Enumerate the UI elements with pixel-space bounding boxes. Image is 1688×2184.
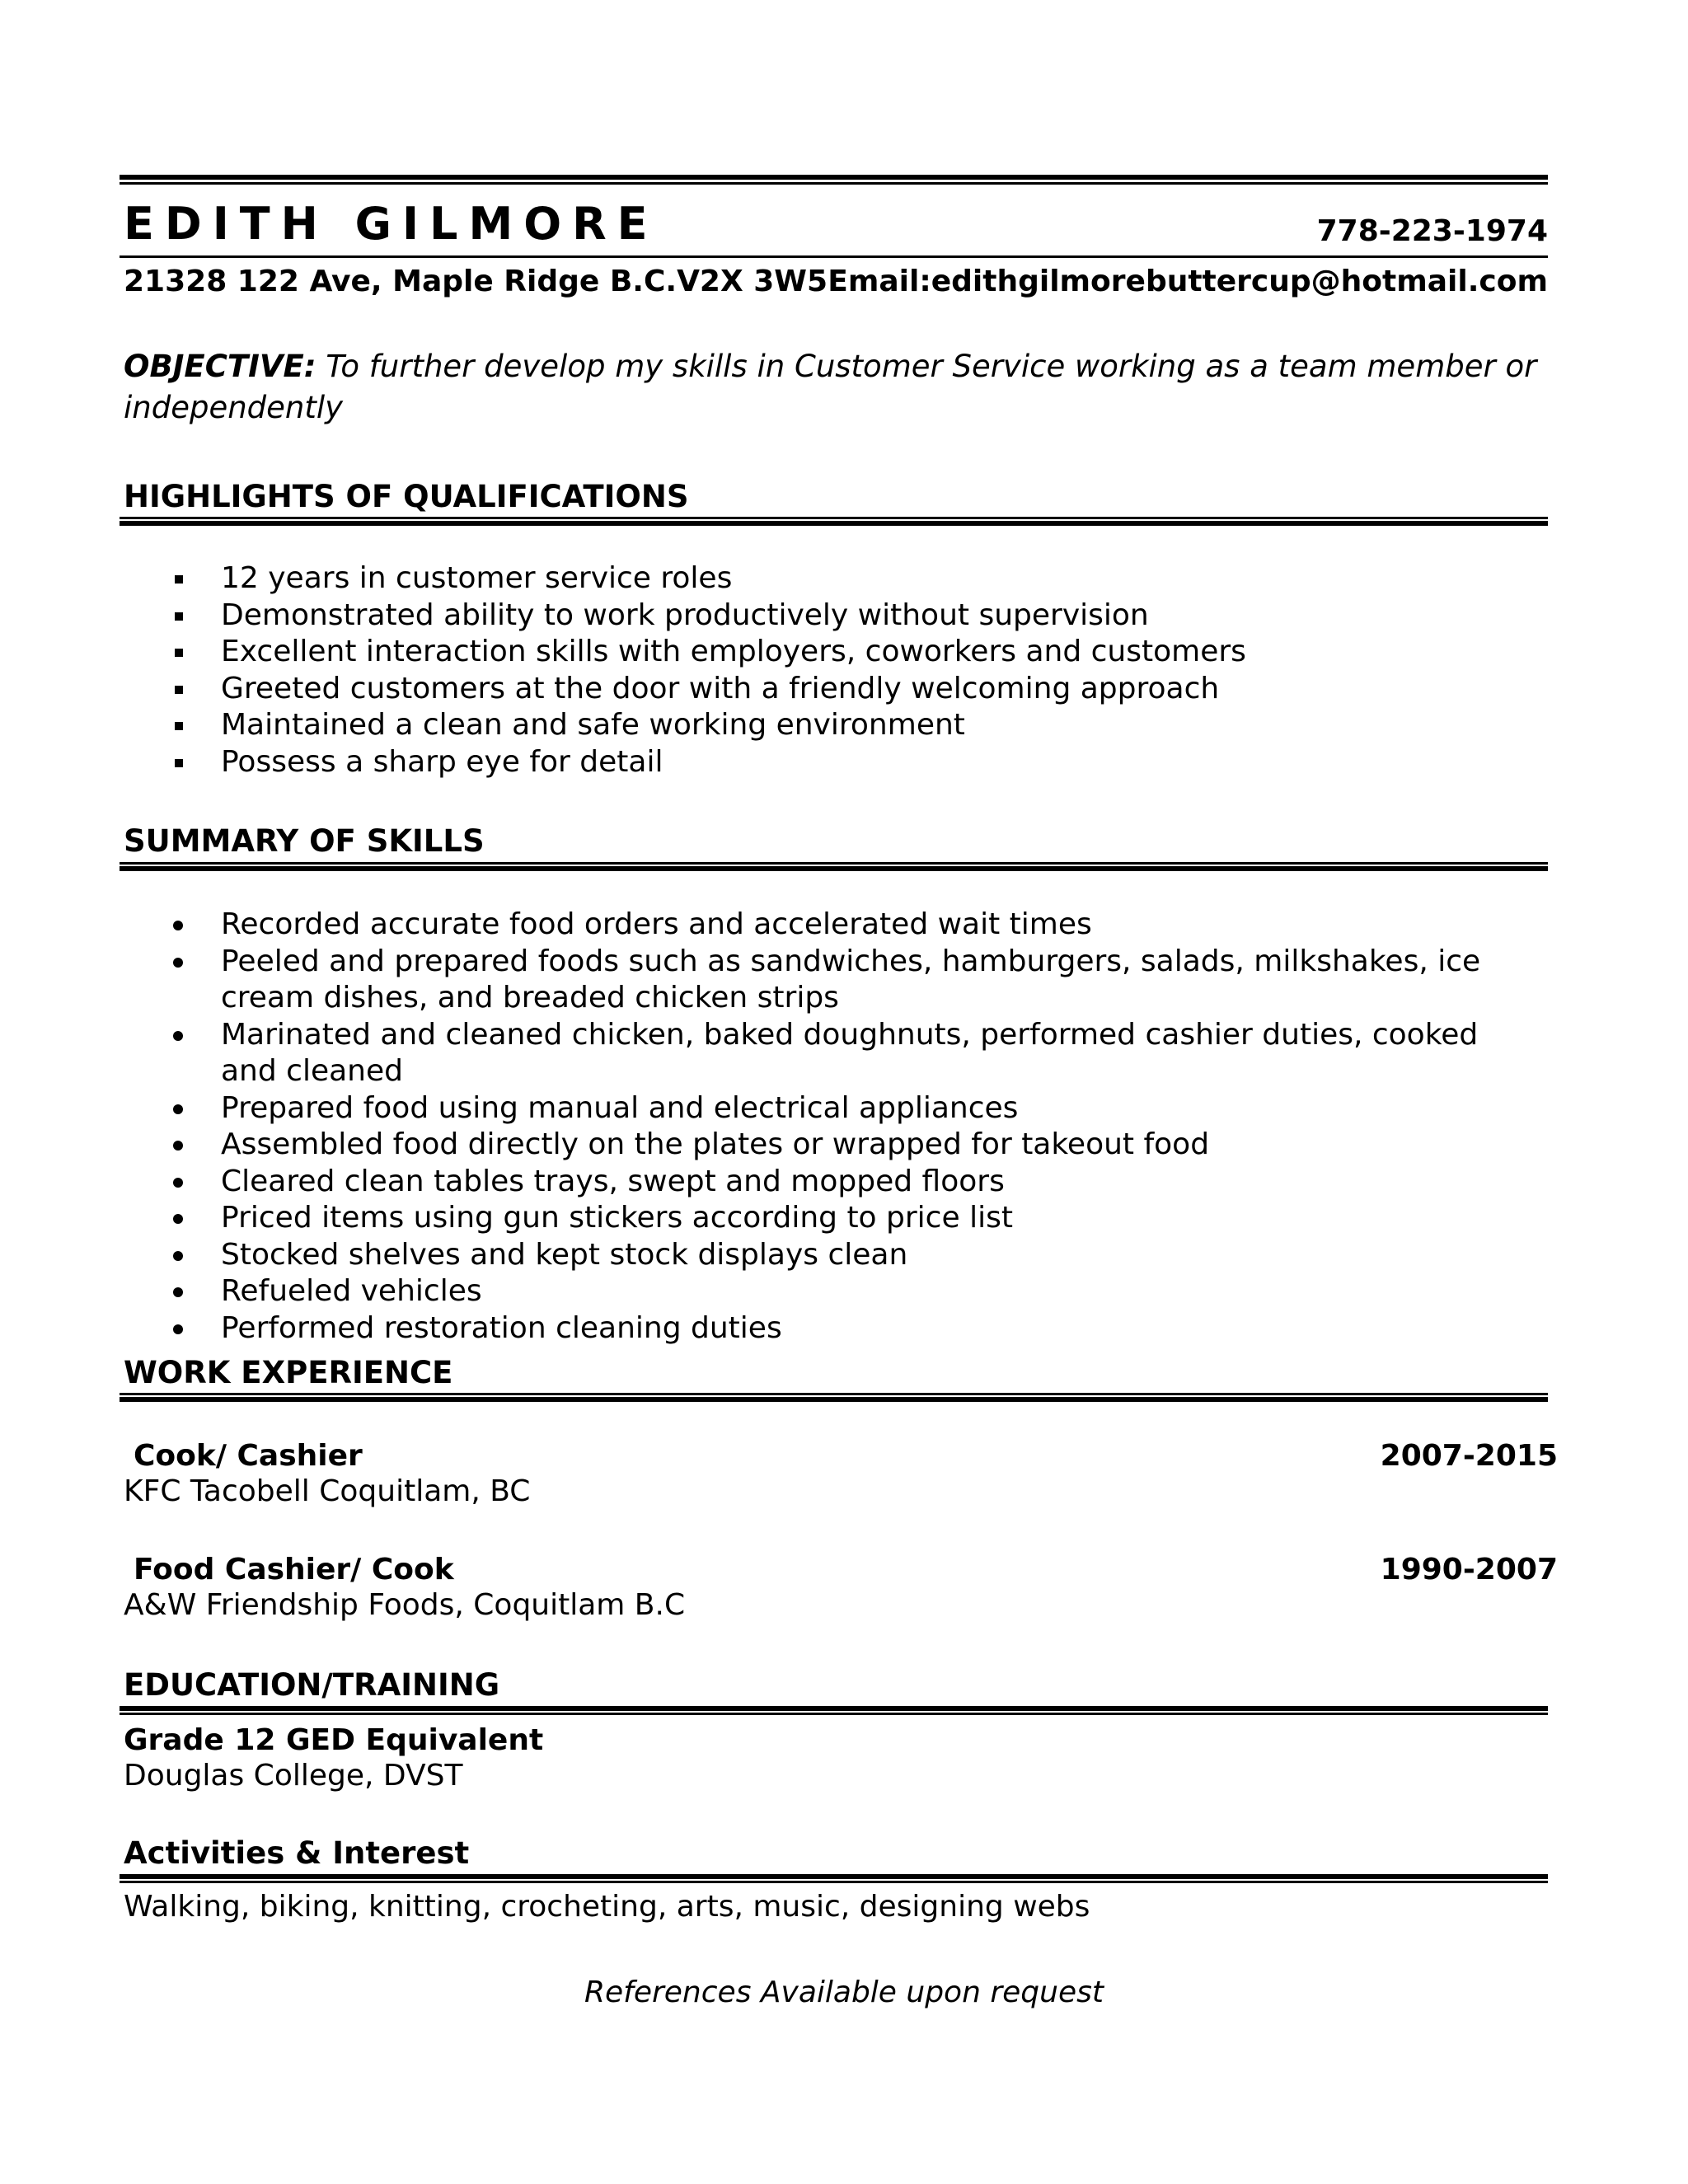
list-item: Recorded accurate food orders and accelerated wait times [124, 907, 1541, 944]
job-employer: KFC Tacobell Coquitlam, BC [124, 1474, 531, 1508]
list-item: Priced items using gun stickers according to price list [124, 1200, 1541, 1237]
section-title-education: EDUCATION/TRAINING [124, 1667, 500, 1703]
list-item: Marinated and cleaned chicken, baked doughnuts, performed cashier duties, cooked and cleaned [124, 1017, 1541, 1090]
activities-rule-thick [120, 1874, 1548, 1879]
list-item: Performed restoration cleaning duties [124, 1310, 1541, 1347]
skills-rule-thick [120, 866, 1548, 871]
list-item: Greeted customers at the door with a friendly welcoming approach [124, 671, 1541, 708]
job-title: Cook/ Cashier [134, 1439, 363, 1473]
objective-text: To further develop my skills in Customer Service working as a team member or independently [124, 349, 1537, 425]
skills-rule-thin [120, 862, 1548, 865]
candidate-name: EDITH GILMORE [124, 198, 659, 250]
section-title-skills: SUMMARY OF SKILLS [124, 823, 485, 859]
job-employer: A&W Friendship Foods, Coquitlam B.C [124, 1588, 686, 1622]
job-title: Food Cashier/ Cook [134, 1553, 454, 1586]
list-item: 12 years in customer service roles [124, 560, 1541, 598]
job-dates: 2007-2015 [1380, 1439, 1558, 1473]
section-title-activities: Activities & Interest [124, 1835, 470, 1871]
skills-list [124, 907, 1541, 1347]
job-dates: 1990-2007 [1380, 1553, 1558, 1586]
list-item: Assembled food directly on the plates or wrapped for takeout food [124, 1127, 1541, 1164]
work-rule-thick [120, 1397, 1548, 1402]
list-item: Demonstrated ability to work productively without supervision [124, 598, 1541, 635]
email-address: Email:edithgilmorebuttercup@hotmail.com [828, 265, 1548, 298]
list-item: Excellent interaction skills with employers, coworkers and customers [124, 634, 1541, 671]
references-note: References Available upon request [584, 1975, 1104, 2009]
work-rule-thin [120, 1393, 1548, 1395]
education-rule-thick [120, 1706, 1548, 1711]
highlights-rule-thin [120, 517, 1548, 519]
education-degree: Grade 12 GED Equivalent [124, 1723, 544, 1757]
list-item: Possess a sharp eye for detail [124, 744, 1541, 781]
list-item: Maintained a clean and safe working environment [124, 707, 1541, 744]
list-item: Refueled vehicles [124, 1273, 1541, 1310]
highlights-list [124, 560, 1541, 780]
activities-text: Walking, biking, knitting, crocheting, arts, music, designing webs [124, 1890, 1090, 1924]
list-item: Prepared food using manual and electrical appliances [124, 1090, 1541, 1127]
list-item: Peeled and prepared foods such as sandwiches, hamburgers, salads, milkshakes, ice cream dishes, and breaded chicken strips [124, 944, 1541, 1017]
highlights-rule-thick [120, 521, 1548, 526]
section-title-highlights: HIGHLIGHTS OF QUALIFICATIONS [124, 479, 689, 514]
address: 21328 122 Ave, Maple Ridge B.C.V2X 3W5 [124, 265, 828, 298]
education-school: Douglas College, DVST [124, 1759, 463, 1793]
list-item: Cleared clean tables trays, swept and mopped floors [124, 1164, 1541, 1201]
education-rule-thin [120, 1713, 1548, 1715]
top-rule-thin [120, 182, 1548, 185]
section-title-work: WORK EXPERIENCE [124, 1355, 453, 1390]
top-rule-thick [120, 175, 1548, 180]
list-item: Stocked shelves and kept stock displays clean [124, 1237, 1541, 1274]
phone-number: 778-223-1974 [1316, 214, 1548, 248]
objective-label: OBJECTIVE: [124, 349, 316, 384]
header-divider [120, 255, 1548, 258]
objective [124, 346, 1541, 429]
activities-rule-thin [120, 1881, 1548, 1883]
